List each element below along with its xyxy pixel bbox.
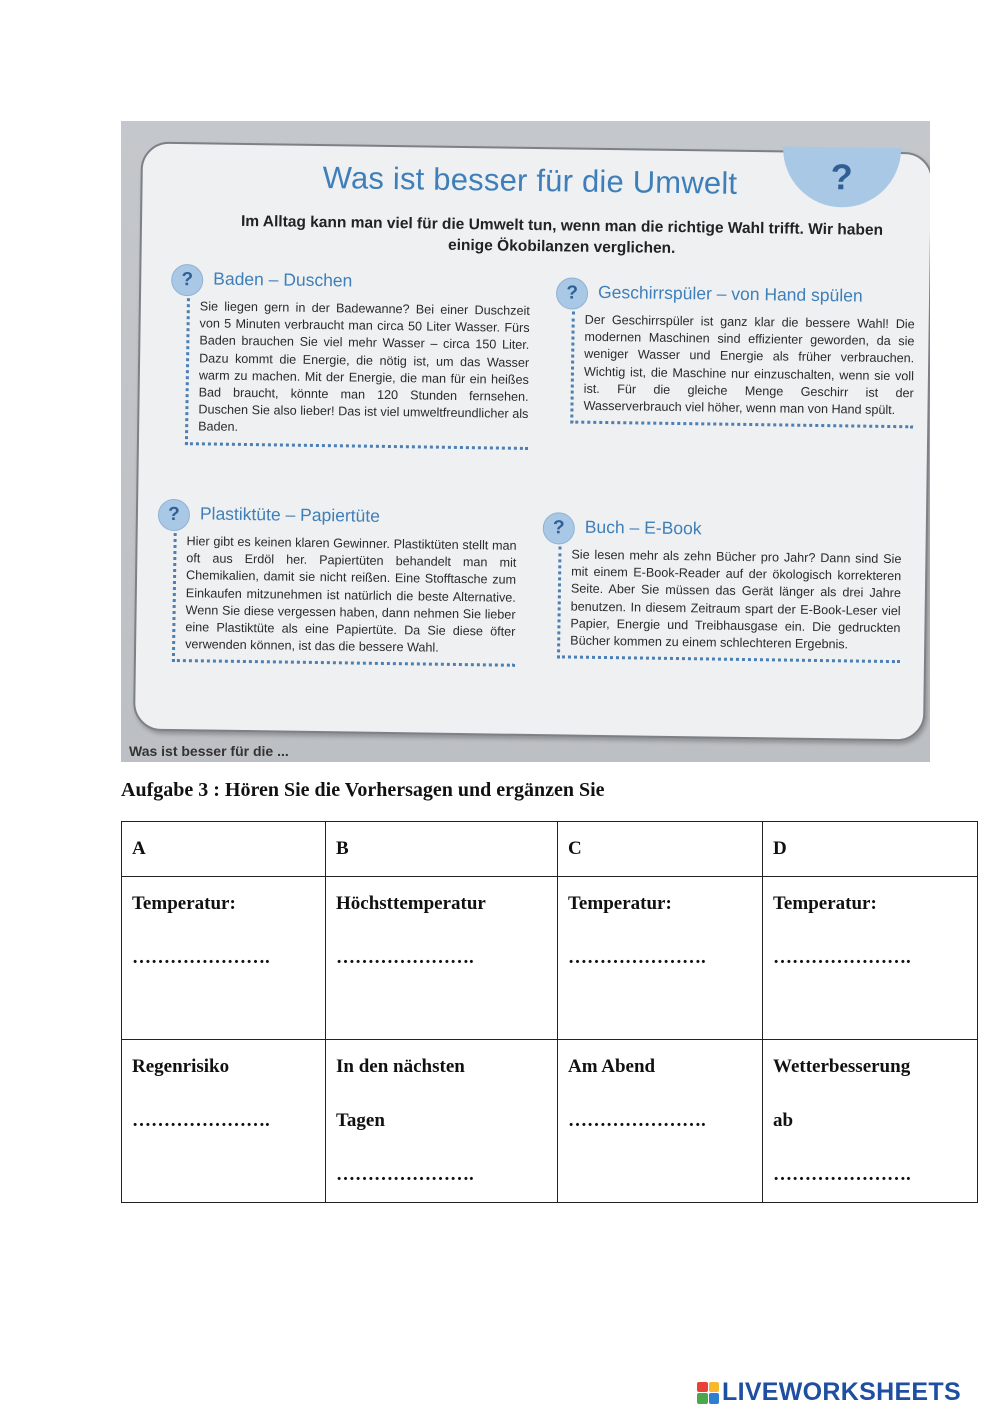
cell-label: Temperatur: [132,893,236,914]
question-mark-icon: ? [158,499,190,531]
topic-text: Der Geschirrspüler ist ganz klar die bessere Wahl! Die modernen Maschinen sind effizienter geworden, da sie weniger Wasser und Energie als früher verbrauchen. Wichtig ist, die Maschine nur einzuschalten, wenn sie voll ist. Für die gleiche Menge Geschirr ist der Wasserverbrauch viel höher, wenn man von Hand spült. [570,312,915,429]
answer-blank[interactable]: …………………. [568,1110,706,1131]
topic-heading: Geschirrspüler – von Hand spülen [597,281,863,306]
topic-text: Hier gibt es keinen klaren Gewinner. Plastiktüten stellt man oft aus Erdöl her. Papiertüten behandelt man mit Chemikalien, damit sie nicht reißen. Eine Stofftasche zum Einkaufen mitzunehmen ist natürlich die beste Alternative. Wenn Sie diese vergessen haben, dann nehmen Sie lieber eine Plastiktüte als eine Papiertüte. Da Sie diese öfter verwenden können, ist das die bessere Wahl. [172,533,517,667]
card-title: Was ist besser für die Umwelt [322,160,738,201]
table-cell [763,877,978,1040]
table-cell [763,1040,978,1203]
cell-label: Höchsttemperatur [336,893,486,914]
topic-block-ebook [543,512,902,652]
table-header-row [122,822,978,877]
answer-blank[interactable]: …………………. [773,1164,911,1185]
logo-square [697,1382,708,1393]
table-cell [558,877,763,1040]
topic-block-dishwasher [556,277,915,418]
cell-label: ab [773,1110,794,1131]
topic-heading: Buch – E-Book [584,516,702,539]
answer-blank[interactable]: …………………. [132,1110,270,1131]
logo-square [697,1393,708,1404]
info-card [133,141,930,741]
liveworksheets-logo-icon [697,1382,719,1404]
topic-block-bath-shower [171,264,530,435]
column-header: A [122,822,326,877]
textbook-scan [121,121,930,762]
cell-label: Regenrisiko [132,1056,230,1077]
table-cell [558,1040,763,1203]
cell-label: Temperatur: [568,893,672,914]
table-row [122,1040,978,1203]
scan-cut-footer: Was ist besser für die ... [129,743,289,759]
logo-square [709,1393,720,1404]
answer-table [121,821,978,1203]
brand-text: LIVEWORKSHEETS [722,1378,961,1406]
answer-blank[interactable]: …………………. [568,947,706,968]
table-cell [326,877,558,1040]
table-row [122,877,978,1040]
topic-heading: Plastiktüte – Papiertüte [199,503,381,526]
cell-label: Temperatur: [773,893,877,914]
question-mark-icon: ? [543,512,575,544]
answer-blank[interactable]: …………………. [336,947,474,968]
question-mark-icon: ? [782,146,901,208]
card-intro: Im Alltag kann man viel für die Umwelt tun, wenn man die richtige Wahl trifft. Wir haben einige Ökobilanzen verglichen. [240,212,884,257]
topic-text: Sie liegen gern in der Badewanne? Bei einer Duschzeit von 5 Minuten verbraucht man circa 50 Liter Wasser. Fürs Baden brauchen Sie viel mehr Wasser – circa 150 Liter. Dazu kommt die Energie, die nötig ist, um das Wasser warm zu machen. Mit der Energie, die man für ein heißes Bad braucht, könnte man 120 Stunden fernsehen. Duschen Sie also lieber! Das ist viel umweltfreundlicher als Baden. [185,298,530,449]
column-header: B [326,822,558,877]
answer-blank[interactable]: …………………. [773,947,911,968]
cell-label: In den nächsten [336,1056,465,1077]
cell-label: Tagen [336,1110,385,1131]
column-header: C [558,822,763,877]
task-heading: Aufgabe 3 : Hören Sie die Vorhersagen und ergänzen Sie [121,779,605,801]
question-mark-icon: ? [556,277,588,309]
answer-blank[interactable]: …………………. [132,947,270,968]
liveworksheets-brand [697,1378,961,1407]
topic-text: Sie lesen mehr als zehn Bücher pro Jahr? Dann sind Sie mit einem E-Book-Reader auf der ökologisch korrekteren Seite. Aber Sie müssen das Gerät länger als drei Jahre benutzen. In diesem Zeitraum spart der E-Book-Leser viel Papier, Energie und Treibhausgase ein. Die gedruckten Bücher kommen zu einem schlechteren Ergebnis. [557,546,902,663]
logo-square [709,1382,720,1393]
question-mark-icon: ? [171,264,203,296]
topic-block-bags [158,499,517,655]
table-cell [122,877,326,1040]
answer-blank[interactable]: …………………. [336,1164,474,1185]
cell-label: Wetterbesserung [773,1056,911,1077]
table-cell [122,1040,326,1203]
table-cell [326,1040,558,1203]
column-header: D [763,822,978,877]
cell-label: Am Abend [568,1056,656,1077]
topic-heading: Baden – Duschen [213,268,353,291]
